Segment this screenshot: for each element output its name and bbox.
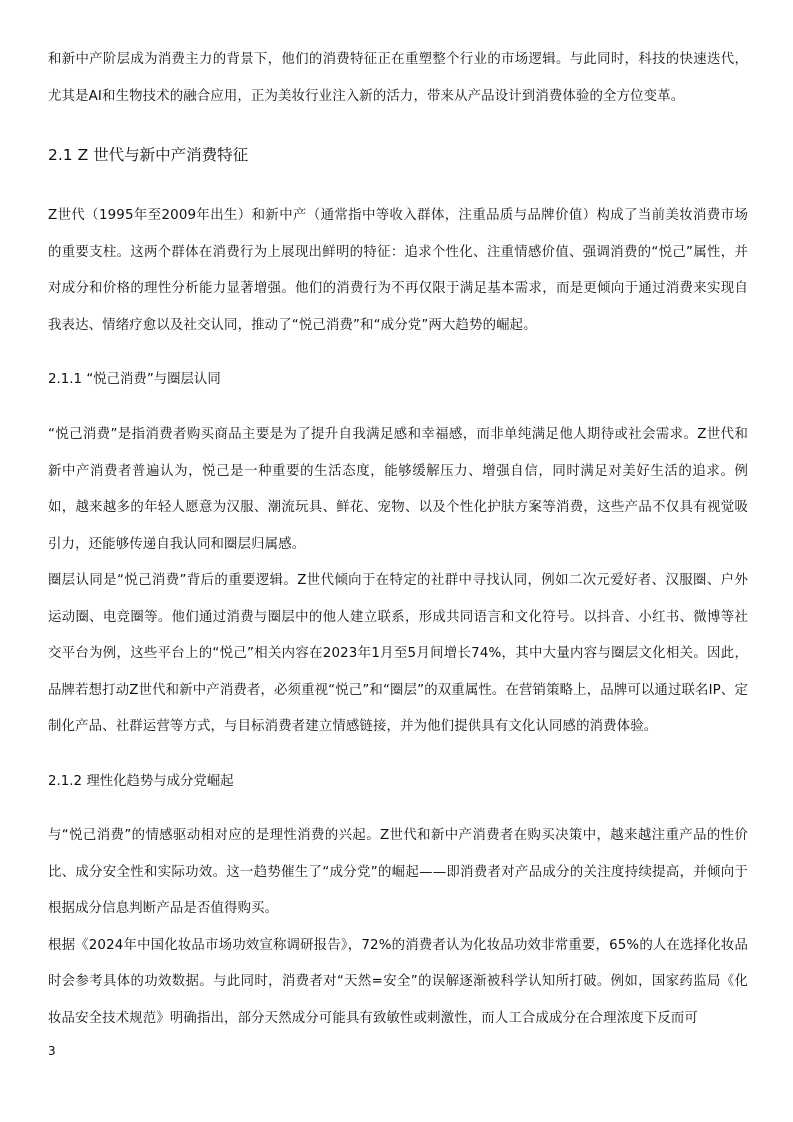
section-2-1-2-heading-block (48, 772, 748, 792)
section-heading-2-1-1: 2.1.1 “悦己消费”与圈层认同 (48, 372, 221, 387)
section-2-1-2-paragraph-2: 根据《2024年中国化妆品市场功效宣称调研报告》，72%的消费者认为化妆品功效非常重要，65%的人在选择化妆品时会参考具体的功效数据。与此同时，消费者对“天然=安全”的误解逐渐被科学认知所打破。例如，国家药监局《化妆品安全技术规范》明确指出，部分天然成分可能具有致敏性或刺激性，而人工合成成分在合理浓度下反而可 (48, 937, 748, 1026)
section-2-1-1-heading-block (48, 370, 748, 390)
section-heading-2-1-2: 2.1.2 理性化趋势与成分党崛起 (48, 774, 234, 789)
section-2-1-heading-block (48, 144, 748, 166)
section-2-1-1-paragraph-2: 圈层认同是“悦己消费”背后的重要逻辑。Z世代倾向于在特定的社群中寻找认同，例如二次元爱好者、汉服圈、户外运动圈、电竞圈等。他们通过消费与圈层中的他人建立联系，形成共同语言和文化符号。以抖音、小红书、微博等社交平台为例，这些平台上的“悦己”相关内容在2023年1月至5月间增长74%，其中大量内容与圈层文化相关。因此，品牌若想打动Z世代和新中产消费者，必须重视“悦己”和“圈层”的双重属性。在营销策略上，品牌可以通过联名IP、定制化产品、社群运营等方式，与目标消费者建立情感链接，并为他们提供具有文化认同感的消费体验。 (48, 573, 748, 734)
intro-block (48, 42, 748, 115)
section-2-1-paragraph: Z世代（1995年至2009年出生）和新中产（通常指中等收入群体，注重品质与品牌价值）构成了当前美妆消费市场的重要支柱。这两个群体在消费行为上展现出鲜明的特征：追求个性化、注重情感价值、强调消费的“悦己”属性，并对成分和价格的理性分析能力显著增强。他们的消费行为不再仅限于满足基本需求，而是更倾向于通过消费来实现自我表达、情绪疗愈以及社交认同，推动了“悦己消费”和“成分党”两大趋势的崛起。 (48, 208, 748, 333)
section-heading-2-1: 2.1 Z 世代与新中产消费特征 (48, 146, 249, 164)
page-number: 3 (48, 1044, 56, 1058)
section-2-1-1-body (48, 417, 748, 746)
section-2-1-2-paragraph-1: 与“悦己消费”的情感驱动相对应的是理性消费的兴起。Z世代和新中产消费者在购买决策中，越来越注重产品的性价比、成分安全性和实际功效。这一趋势催生了“成分党”的崛起——即消费者对产品成分的关注度持续提高，并倾向于根据成分信息判断产品是否值得购买。 (48, 828, 748, 916)
section-2-1-1-paragraph-1: “悦己消费”是指消费者购买商品主要是为了提升自我满足感和幸福感，而非单纯满足他人期待或社会需求。Z世代和新中产消费者普遍认为，悦己是一种重要的生活态度，能够缓解压力、增强自信，同时满足对美好生活的追求。例如，越来越多的年轻人愿意为汉服、潮流玩具、鲜花、宠物、以及个性化护肤方案等消费，这些产品不仅具有视觉吸引力，还能够传递自我认同和圈层归属感。 (48, 427, 748, 552)
intro-paragraph: 和新中产阶层成为消费主力的背景下，他们的消费特征正在重塑整个行业的市场逻辑。与此同时，科技的快速迭代，尤其是AI和生物技术的融合应用，正为美妆行业注入新的活力，带来从产品设计到消费体验的全方位变革。 (48, 52, 748, 104)
section-2-1-body (48, 198, 748, 344)
section-2-1-2-body (48, 818, 748, 1037)
